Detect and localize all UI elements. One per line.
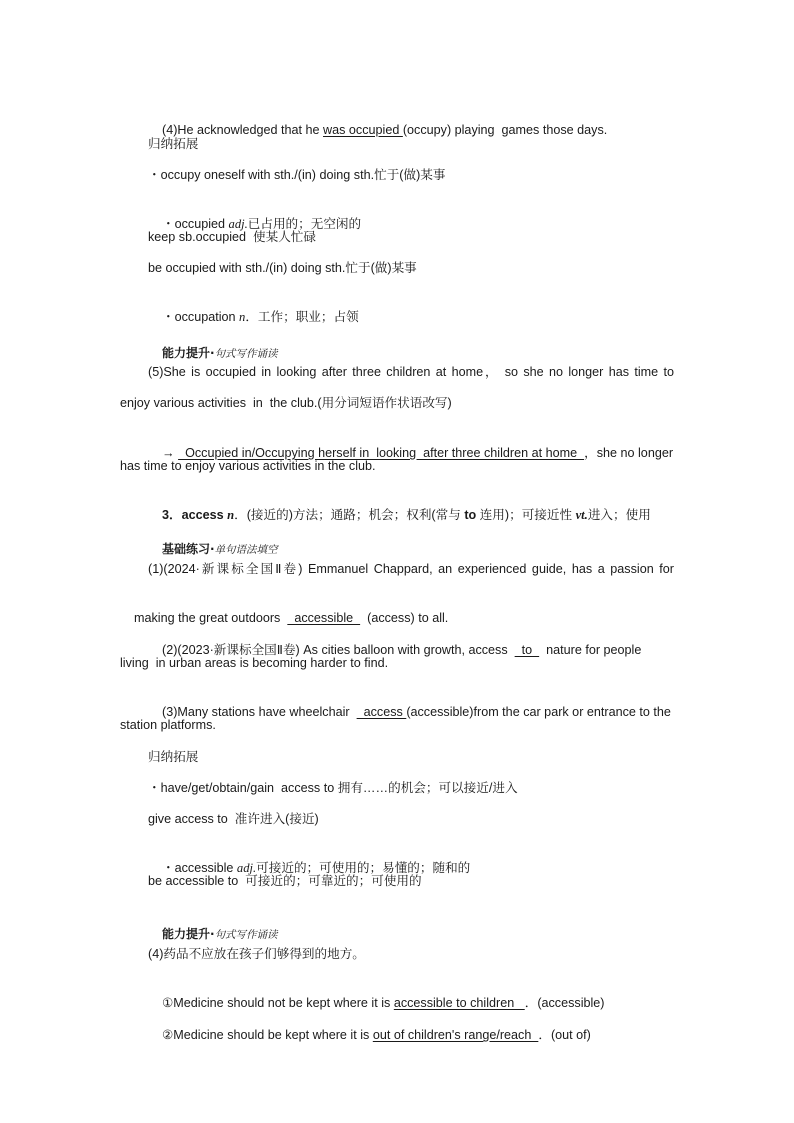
section-heading-ability: 能力提升·句式写作诵读 [162,927,278,941]
summary-item: be accessible to 可接近的；可靠近的；可使用的 [148,874,422,888]
answer-blank: accessible to children [393,996,525,1010]
summary-item: ・occupied adj.已占用的；无空闲的 [162,217,362,231]
summary-item: be occupied with sth./(in) doing sth.忙于(做)某事 [148,261,417,275]
answer-blank: accessible [287,611,361,625]
summary-heading: 归纳拓展 [148,137,199,151]
answer-blank: out of children's range/reach [372,1028,539,1042]
exercise-b1-answer: making the great outdoors accessible (access) to all. [134,611,449,625]
answer-blank: was occupied [323,123,403,137]
section-heading-basic: 基础练习·单句语法填空 [162,542,278,556]
exercise-b2-line: living in urban areas is becoming harder to find. [120,656,389,670]
word-entry-access: 3．access n．(接近的)方法；通路；机会；权利(常与 to 连用)；可接近性 vt.进入；使用 [162,508,651,522]
exercise-b1-line: (1)(2024·新课标全国Ⅱ卷) Emmanuel Chappard, an experienced guide, has a passion for [148,562,674,576]
exercise-4-occupy: (4)He acknowledged that he was occupied (occupy) playing games those days. [162,123,608,137]
answer-blank: to [514,643,540,657]
exercise-5-answer: → Occupied in/Occupying herself in looking after three children at home ，she no longer [162,446,674,460]
section-heading-ability: 能力提升·句式写作诵读 [162,346,278,360]
exercise-5-line: enjoy various activities in the club.(用分词短语作状语改写) [120,396,452,410]
arrow-icon: → [162,446,179,460]
exercise-b2-answer: (2)(2023·新课标全国Ⅱ卷) As cities balloon with growth, access to nature for people [162,643,642,657]
exercise-5-line: has time to enjoy various activities in the club. [120,459,376,473]
exercise-4b-option: ①Medicine should not be kept where it is accessible to children ．(accessible) [162,996,605,1010]
summary-heading: 归纳拓展 [148,750,199,764]
exercise-b3-answer: (3)Many stations have wheelchair access (accessible)from the car park or entrance to the [162,705,671,719]
exercise-b3-line: station platforms. [120,718,216,732]
summary-item: ・accessible adj.可接近的；可使用的；易懂的；随和的 [162,861,471,875]
summary-item: give access to 准许进入(接近) [148,812,319,826]
answer-blank: Occupied in/Occupying herself in looking after three children at home [178,446,585,460]
summary-item: ・occupy oneself with sth./(in) doing sth.忙于(做)某事 [148,168,446,182]
exercise-4b-title: (4)药品不应放在孩子们够得到的地方。 [148,947,365,961]
exercise-5-line: (5)She is occupied in looking after three children at home， so she no longer has time to [148,365,674,379]
summary-item: ・occupation n．工作；职业；占领 [162,310,359,324]
summary-item: ・have/get/obtain/gain access to 拥有……的机会；可以接近/进入 [148,781,518,795]
answer-blank: access [356,705,407,719]
summary-item: keep sb.occupied 使某人忙碌 [148,230,316,244]
exercise-4b-option: ②Medicine should be kept where it is out of children's range/reach ．(out of) [162,1028,591,1042]
